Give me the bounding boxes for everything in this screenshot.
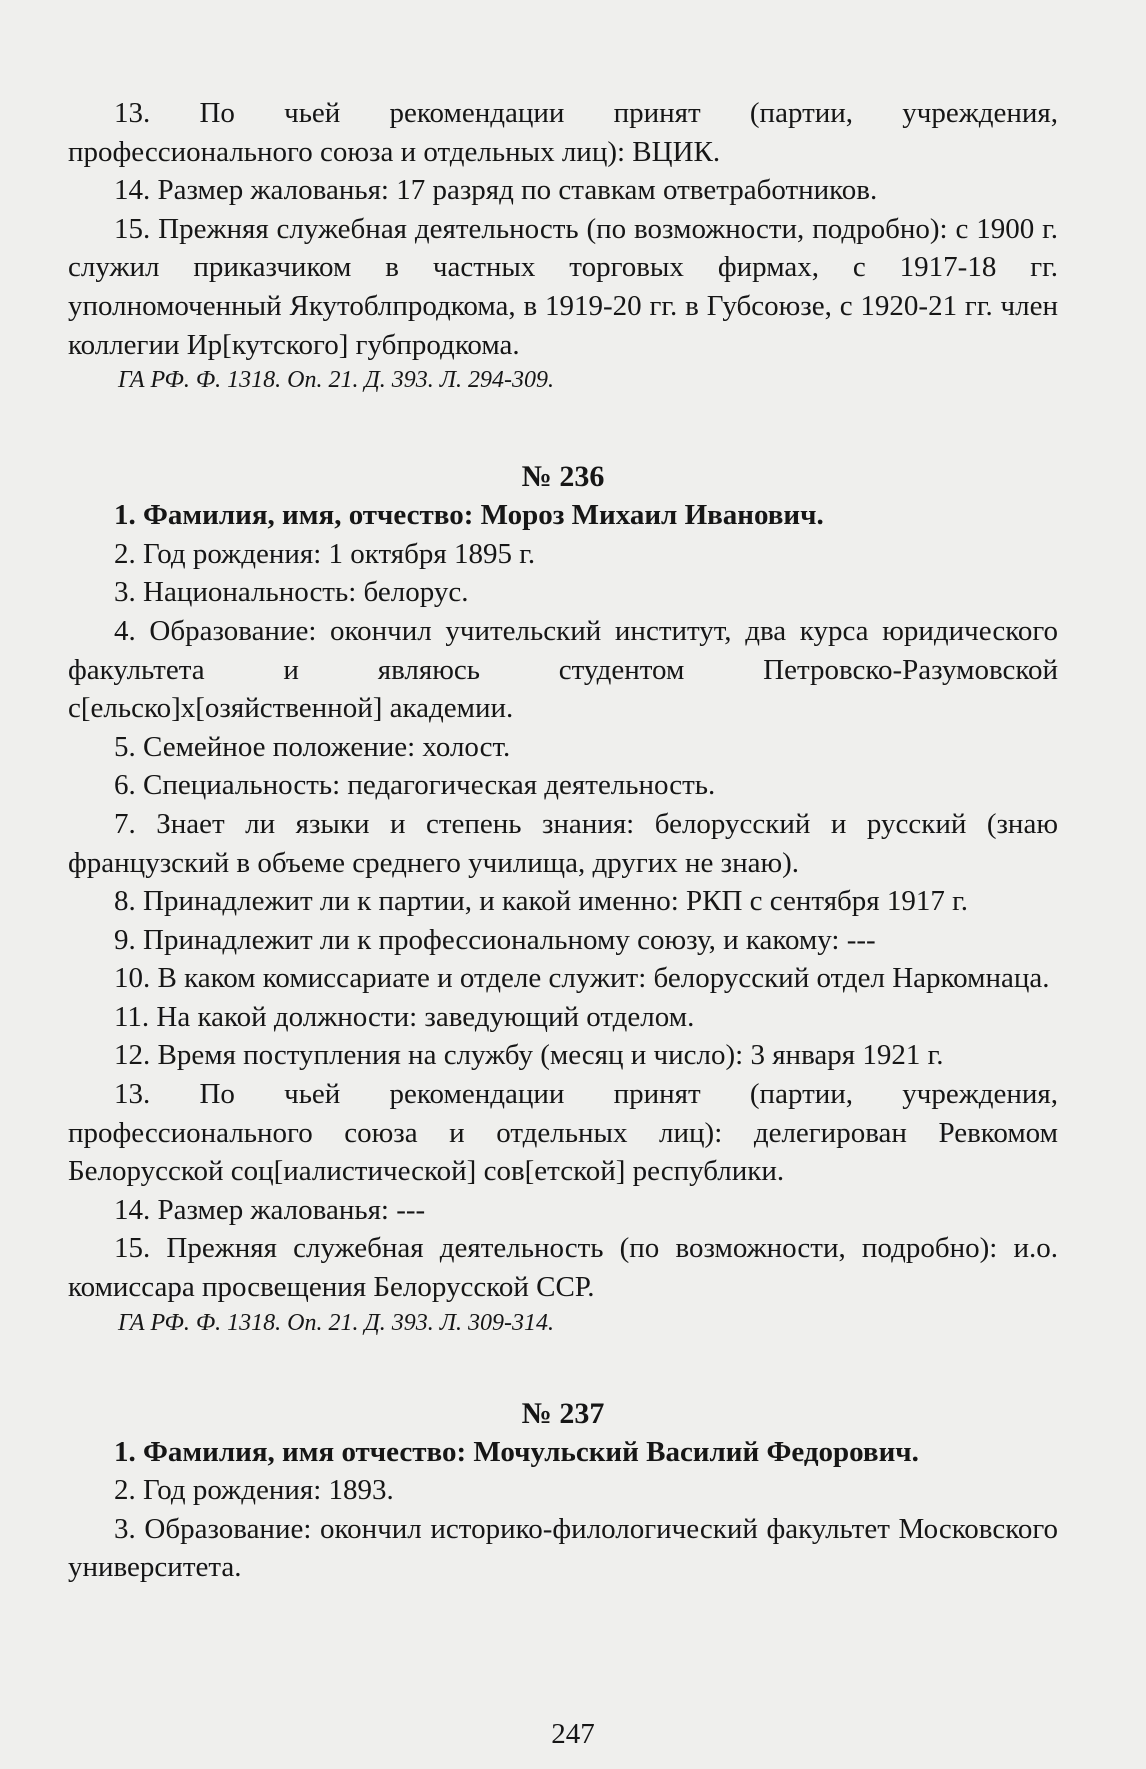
item-4-education: 4. Образование: окончил учительский институт, два курса юридического факультета и являюсь студентом Петровско-Разумовской с[ельско]х[озяйственной] академии.	[68, 614, 1058, 725]
item-9-union: 9. Принадлежит ли к профессиональному союзу, и какому: ---	[114, 923, 876, 956]
item-6-specialty: 6. Специальность: педагогическая деятельность.	[114, 769, 716, 802]
item-1-name: 1. Фамилия, имя отчество: Мочульский Василий Федорович.	[114, 1435, 919, 1468]
item-2-birth-date: 2. Год рождения: 1 октября 1895 г.	[114, 537, 536, 570]
item-3-nationality: 3. Национальность: белорус.	[114, 576, 469, 609]
page-number: 247	[551, 1718, 595, 1750]
page-text	[68, 94, 1058, 1587]
entry-number-237: № 237	[521, 1396, 605, 1430]
item-10-department: 10. В каком комиссариате и отделе служит: белорусский отдел Наркомнаца.	[114, 962, 1050, 995]
item-15-previous-service: 15. Прежняя служебная деятельность (по возможности, подробно): и.о. комиссара просвещения Белорусской ССР.	[68, 1232, 1058, 1304]
item-5-marital-status: 5. Семейное положение: холост.	[114, 730, 511, 763]
item-2-birth-year: 2. Год рождения: 1893.	[114, 1474, 394, 1507]
item-13-recommendation: 13. По чьей рекомендации принят (партии, учреждения, профессионального союза и отдельных лиц): делегирован Ревкомом Белорусской соц[иалистической] сов[етской] республики.	[68, 1078, 1058, 1188]
entry-number-236: № 236	[521, 460, 605, 494]
item-11-position: 11. На какой должности: заведующий отделом.	[114, 1000, 695, 1033]
section-spacer	[68, 396, 1058, 458]
item-1-name: 1. Фамилия, имя, отчество: Мороз Михаил Иванович.	[114, 499, 824, 532]
item-14-salary: 14. Размер жалованья: 17 разряд по ставкам ответработников.	[114, 174, 878, 207]
item-3-education: 3. Образование: окончил историко-филологический факультет Московского университета.	[68, 1512, 1058, 1584]
archive-citation: ГА РФ. Ф. 1318. Оп. 21. Д. 393. Л. 294-309.	[118, 367, 554, 394]
item-7-languages: 7. Знает ли языки и степень знания: белорусский и русский (знаю французский в объеме среднего училища, других не знаю).	[68, 807, 1058, 879]
item-13-recommendation: 13. По чьей рекомендации принят (партии, учреждения, профессионального союза и отдельных лиц): ВЦИК.	[68, 97, 1058, 168]
item-14-salary: 14. Размер жалованья: ---	[114, 1193, 426, 1226]
archive-citation: ГА РФ. Ф. 1318. Оп. 21. Д. 393. Л. 309-314.	[118, 1309, 554, 1336]
item-8-party: 8. Принадлежит ли к партии, и какой именно: РКП с сентября 1917 г.	[114, 885, 968, 918]
item-12-start-date: 12. Время поступления на службу (месяц и число): 3 января 1921 г.	[114, 1039, 944, 1072]
section-spacer	[68, 1339, 1058, 1395]
item-15-previous-service: 15. Прежняя служебная деятельность (по возможности, подробно): с 1900 г. служил приказчиком в частных торговых фирмах, с 1917-18 гг. уполномоченный Якутоблпродкома, в 1919-20 гг. в Губсоюзе, с 1920-21 гг. член коллегии Ир[кутского] губпродкома.	[68, 212, 1058, 361]
